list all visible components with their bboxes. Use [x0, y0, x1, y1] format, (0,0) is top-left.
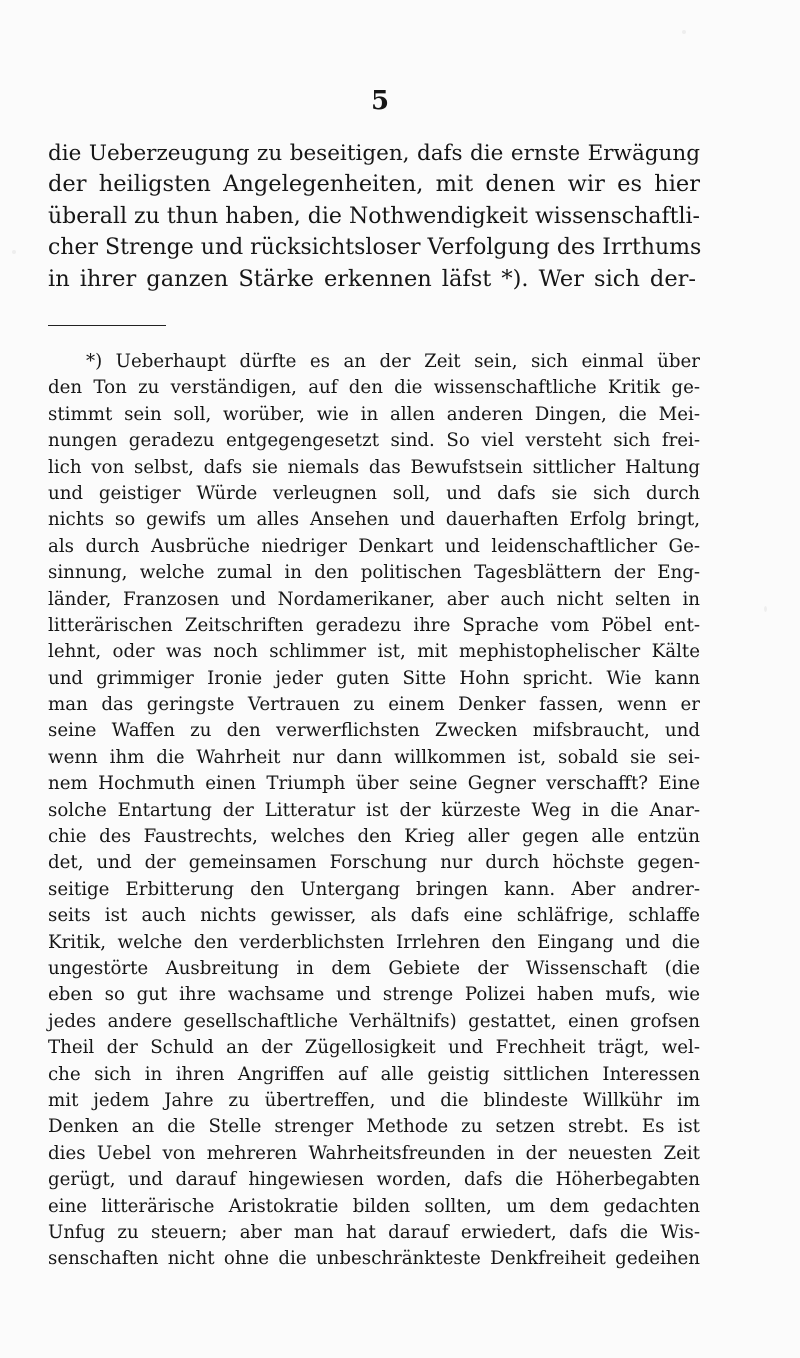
footnote-line: den Ton zu verständigen, auf den die wissenschaftliche Kritik ge-	[48, 377, 700, 399]
footnote-line: und grimmiger Ironie jeder guten Sitte Hohn spricht. Wie kann	[48, 667, 700, 689]
footnote-line: *) Ueberhaupt dürfte es an der Zeit sein, sich einmal über	[86, 351, 700, 372]
main-text-line: der heiligsten Angelegenheiten, mit denen wir es hier	[48, 171, 700, 198]
main-text-line: cher Strenge und rücksichtsloser Verfolgung des Irrthums	[48, 235, 702, 261]
scan-speck	[12, 250, 16, 254]
footnote-line: chie des Faustrechts, welches den Krieg aller gegen alle entzün	[48, 826, 700, 848]
footnote-line: lehnt, oder was noch schlimmer ist, mit mephistophelischer Kälte	[48, 641, 700, 663]
page-number: 5	[370, 86, 390, 116]
footnote-line: man das geringste Vertrauen zu einem Denker fassen, wenn er	[48, 694, 700, 716]
footnote-line: wenn ihm die Wahrheit nur dann willkommen ist, sobald sie sei-	[48, 746, 700, 768]
footnote-line: gerügt, und darauf hingewiesen worden, dafs die Höherbegabten	[48, 1169, 700, 1191]
footnote-line: Unfug zu steuern; aber man hat darauf erwiedert, dafs die Wis-	[48, 1221, 700, 1243]
footnote-line: lich von selbst, dafs sie niemals das Bewufstsein sittlicher Haltung	[48, 456, 700, 478]
footnote-block	[48, 349, 700, 1273]
footnote-line: mit jedem Jahre zu übertreffen, und die blindeste Willkühr im	[48, 1089, 700, 1111]
footnote-line: Theil der Schuld an der Zügellosigkeit und Frechheit trägt, wel-	[48, 1037, 700, 1059]
main-text-line: die Ueberzeugung zu beseitigen, dafs die ernste Erwägung	[48, 141, 700, 166]
footnote-line: solche Entartung der Litteratur ist der kürzeste Weg in die Anar-	[48, 799, 700, 821]
footnote-line: Denken an die Stelle strenger Methode zu setzen strebt. Es ist	[48, 1116, 700, 1138]
main-text-line: überall zu thun haben, die Nothwendigkeit wissenschaftli-	[48, 203, 700, 229]
footnote-line: seits ist auch nichts gewisser, als dafs eine schläfrige, schlaffe	[48, 905, 700, 927]
footnote-line: eben so gut ihre wachsame und strenge Polizei haben mufs, wie	[48, 984, 700, 1006]
footnote-line: und geistiger Würde verleugnen soll, und dafs sie sich durch	[48, 482, 700, 504]
footnote-line: senschaften nicht ohne die unbeschränkteste Denkfreiheit gedeihen	[48, 1248, 700, 1270]
footnote-line: det, und der gemeinsamen Forschung nur durch höchste gegen-	[48, 852, 700, 874]
footnote-line: litterärischen Zeitschriften geradezu ihre Sprache vom Pöbel ent-	[48, 614, 700, 636]
footnote-line: sinnung, welche zumal in den politischen Tagesblättern der Eng-	[48, 562, 700, 584]
footnote-line: länder, Franzosen und Nordamerikaner, aber auch nicht selten in	[48, 588, 700, 610]
footnote-separator	[48, 325, 166, 326]
main-text-block	[48, 138, 700, 295]
footnote-line: seine Waffen zu den verwerflichsten Zwecken mifsbraucht, und	[48, 720, 700, 742]
scan-speck	[682, 30, 686, 34]
footnote-line: Kritik, welche den verderblichsten Irrlehren den Eingang und die	[48, 931, 700, 953]
footnote-line: nungen geradezu entgegengesetzt sind. So viel versteht sich frei-	[48, 430, 700, 452]
footnote-line: dies Uebel von mehreren Wahrheitsfreunden in der neuesten Zeit	[48, 1142, 700, 1164]
footnote-line: eine litterärische Aristokratie bilden sollten, um dem gedachten	[48, 1195, 700, 1217]
main-text-line: in ihrer ganzen Stärke erkennen läfst *). Wer sich der-	[48, 265, 696, 292]
footnote-line: seitige Erbitterung den Untergang bringen kann. Aber andrer-	[48, 878, 700, 900]
footnote-line: che sich in ihren Angriffen auf alle geistig sittlichen Interessen	[48, 1063, 700, 1085]
footnote-line: als durch Ausbrüche niedriger Denkart und leidenschaftlicher Ge-	[48, 535, 700, 557]
footnote-line: stimmt sein soll, worüber, wie in allen anderen Dingen, die Mei-	[48, 403, 700, 425]
footnote-line: nem Hochmuth einen Triumph über seine Gegner verschafft? Eine	[48, 773, 700, 795]
footnote-line: ungestörte Ausbreitung in dem Gebiete der Wissenschaft (die	[48, 957, 700, 979]
scan-speck	[764, 606, 767, 612]
footnote-line: jedes andere gesellschaftliche Verhältnifs) gestattet, einen grofsen	[48, 1010, 700, 1032]
footnote-line: nichts so gewifs um alles Ansehen und dauerhaften Erfolg bringt,	[48, 509, 700, 531]
